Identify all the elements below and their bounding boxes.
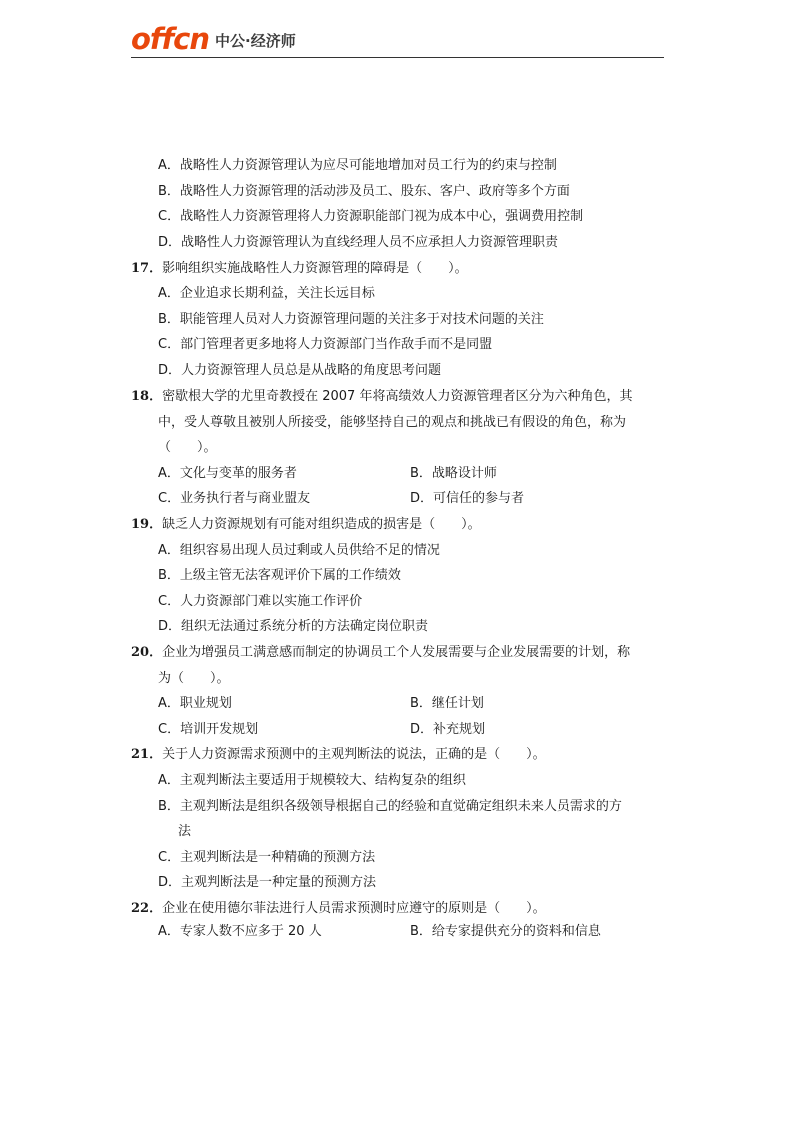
option-line: B．给专家提供充分的资料和信息	[410, 924, 601, 939]
question-number: 20．	[131, 645, 163, 660]
question-18: 18．密歇根大学的尤里奇教授在 2007 年将高绩效人力资源管理者区分为六种角色，其	[131, 389, 633, 404]
option-line: B．战略设计师	[410, 466, 497, 481]
option-line: D．人力资源管理人员总是从战略的角度思考问题	[158, 363, 442, 378]
question-number: 17．	[131, 261, 163, 276]
option-line: D．组织无法通过系统分析的方法确定岗位职责	[158, 619, 429, 634]
option-line: B．主观判断法是组织各级领导根据自己的经验和直觉确定组织未来人员需求的方	[158, 799, 622, 814]
question-continuation: （ ）。	[158, 440, 217, 455]
option-line: C．业务执行者与商业盟友	[158, 491, 311, 506]
option-line: A．主观判断法主要适用于规模较大、结构复杂的组织	[158, 773, 466, 788]
option-line: C．部门管理者更多地将人力资源部门当作敌手而不是同盟	[158, 337, 493, 352]
option-line: D．主观判断法是一种定量的预测方法	[158, 875, 377, 890]
option-line: D．战略性人力资源管理认为直线经理人员不应承担人力资源管理职责	[158, 235, 559, 250]
option-line: C．主观判断法是一种精确的预测方法	[158, 850, 376, 865]
option-continuation: 法	[178, 824, 192, 839]
option-line: B．战略性人力资源管理的活动涉及员工、股东、客户、政府等多个方面	[158, 184, 570, 199]
option-line: A．战略性人力资源管理认为应尽可能地增加对员工行为的约束与控制	[158, 158, 557, 173]
logo-text: 中公·经济师	[215, 32, 296, 50]
question-22: 22．企业在使用德尔菲法进行人员需求预测时应遵守的原则是（ ）。	[131, 901, 546, 916]
option-line: D．可信任的参与者	[410, 491, 525, 506]
option-line: D．补充规划	[410, 722, 486, 737]
question-19: 19．缺乏人力资源规划有可能对组织造成的损害是（ ）。	[131, 517, 481, 532]
option-line: A．专家人数不应多于 20 人	[158, 924, 322, 939]
option-line: C．培训开发规划	[158, 722, 259, 737]
question-number: 19．	[131, 517, 163, 532]
logo-mark: offcn	[131, 22, 209, 56]
option-line: B．上级主管无法客观评价下属的工作绩效	[158, 568, 401, 583]
option-line: C．人力资源部门难以实施工作评价	[158, 594, 363, 609]
option-line: B．职能管理人员对人力资源管理问题的关注多于对技术问题的关注	[158, 312, 544, 327]
option-line: A．职业规划	[158, 696, 232, 711]
question-continuation: 为（ ）。	[158, 671, 230, 686]
option-line: C．战略性人力资源管理将人力资源职能部门视为成本中心，强调费用控制	[158, 209, 584, 224]
question-number: 22．	[131, 901, 163, 916]
option-line: A．文化与变革的服务者	[158, 466, 297, 481]
question-number: 18．	[131, 389, 163, 404]
question-20: 20．企业为增强员工满意感而制定的协调员工个人发展需要与企业发展需要的计划，称	[131, 645, 631, 660]
option-line: A．组织容易出现人员过剩或人员供给不足的情况	[158, 543, 440, 558]
question-number: 21．	[131, 747, 163, 762]
question-21: 21．关于人力资源需求预测中的主观判断法的说法，正确的是（ ）。	[131, 747, 546, 762]
option-line: A．企业追求长期利益，关注长远目标	[158, 286, 375, 301]
question-continuation: 中，受人尊敬且被别人所接受，能够坚持自己的观点和挑战已有假设的角色，称为	[158, 415, 627, 430]
question-17: 17．影响组织实施战略性人力资源管理的障碍是（ ）。	[131, 261, 468, 276]
option-line: B．继任计划	[410, 696, 484, 711]
